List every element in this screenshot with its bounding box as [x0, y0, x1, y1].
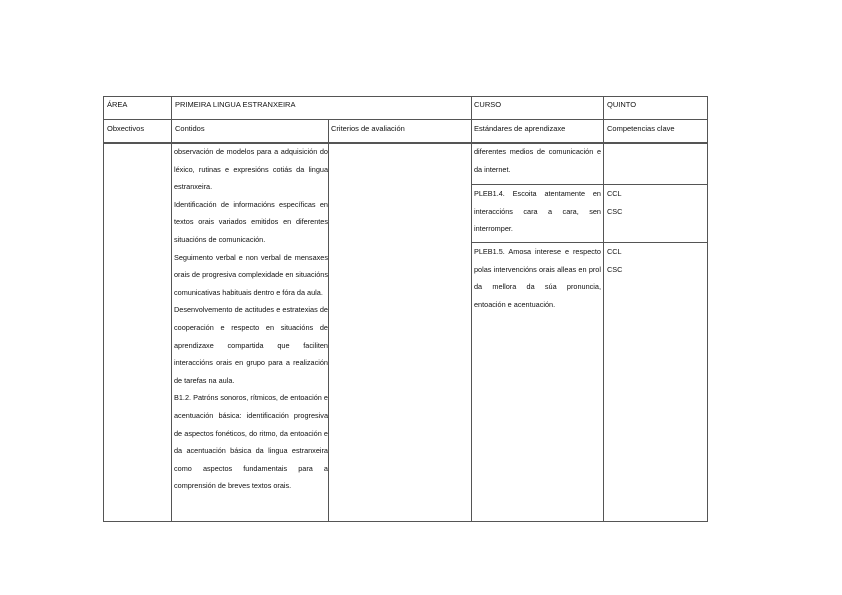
- contidos-cell: [174, 143, 328, 495]
- area-value: PRIMEIRA LINGUA ESTRANXEIRA: [175, 100, 296, 109]
- column-header-criterios: Criterios de avaliación: [331, 124, 405, 133]
- competencias-cell: [607, 243, 622, 279]
- competencia-code: CCL: [607, 189, 622, 198]
- curriculum-table: [103, 96, 708, 522]
- competencia-code: CCL: [607, 247, 622, 256]
- area-label: ÁREA: [107, 100, 128, 109]
- estandar-text: PLEB1.5. Amosa interese e respecto polas intervencións orais alleas en prol da mellora da súa pronuncia, entoación e acentuación.: [474, 247, 601, 309]
- estandar-cell: [474, 185, 601, 238]
- column-header-contidos: Contidos: [175, 124, 205, 133]
- column-header-competencias: Competencias clave: [607, 124, 675, 133]
- column-divider: [471, 97, 472, 521]
- column-divider: [171, 97, 172, 521]
- competencia-code: CSC: [607, 265, 623, 274]
- contidos-paragraph: Desenvolvemento de actitudes e estratexias de cooperación e respecto en situacións de aprendizaxe compartida que faciliten interaccións orais en grupo para a realización de tarefas na aula.: [174, 305, 328, 385]
- contidos-paragraph: B1.2. Patróns sonoros, rítmicos, de entoación e acentuación básica: identificación progresiva de aspectos fonéticos, do ritmo, da entoación e da acentuación básica da lingua estranxeira como aspectos fundamentais para a comprensión de breves textos orais.: [174, 393, 328, 491]
- estandar-text: diferentes medios de comunicación e da internet.: [474, 147, 601, 174]
- column-header-estandares: Estándares de aprendizaxe: [474, 124, 566, 133]
- curso-label: CURSO: [474, 100, 502, 109]
- column-header-objectivos: Obxectivos: [107, 124, 145, 133]
- contidos-paragraph: Identificación de informacións específicas en textos orais variados emitidos en diferentes situacións de comunicación.: [174, 199, 328, 244]
- competencia-code: CSC: [607, 207, 623, 216]
- contidos-paragraph: Seguimento verbal e non verbal de mensaxes orais de progresiva complexidade en situacións comunicativas habituais dentro e fóra da aula.: [174, 252, 328, 297]
- column-divider: [328, 119, 329, 521]
- column-divider: [603, 97, 604, 521]
- estandar-cell: [474, 243, 601, 313]
- competencias-cell: [607, 185, 622, 221]
- estandar-cell: [474, 143, 601, 178]
- estandar-text: PLEB1.4. Escoita atentamente en interaccións cara a cara, sen interromper.: [474, 189, 601, 234]
- curso-value: QUINTO: [607, 100, 637, 109]
- row-divider: [104, 119, 707, 120]
- contidos-paragraph: observación de modelos para a adquisición do léxico, rutinas e expresións cotiás da lingua estranxeira.: [174, 147, 328, 192]
